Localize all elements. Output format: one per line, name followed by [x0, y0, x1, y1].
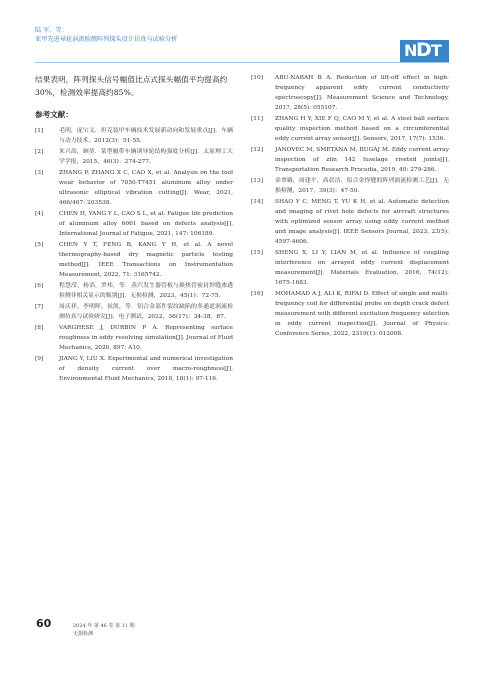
reference-text: ABU-NABAH B A. Reduction of lift-off effect in high-frequency apparent eddy current conductivity spectroscopy[J]. Measurement Science and Technology, 2017, 28(5): 055107.: [275, 75, 449, 111]
reference-number: [6]: [35, 283, 44, 289]
reference-item: [251, 197, 449, 247]
reference-item: [35, 168, 233, 208]
reference-item: [251, 73, 449, 113]
reference-text: JIANG Y, LIU X. Experimental and numerical investigation of density current over macro-roughness[J]. Environmental Fluid Mechanics, 2018, 18(1): 97-116.: [59, 356, 233, 382]
reference-item: [35, 323, 233, 353]
reference-item: [251, 289, 449, 339]
header-title: 亚甲先进导轮涡流检测阵列探头设计仿真与试验分析: [35, 36, 178, 43]
reference-number: [15]: [251, 250, 263, 256]
reference-text: 毛明，庞宝义．坦克装甲车辆技术发展新动向和发展重点[J]．车辆与动力技术，2012(3)：51-55.: [59, 128, 233, 144]
reference-text: 朱兴高，顾堃．某型履带车辆诱导轮结构强度分析[J]．太原理工大学学报，2015，46(3)：274-277.: [59, 149, 233, 165]
reference-item: [251, 114, 449, 144]
reference-number: [8]: [35, 325, 44, 331]
reference-text: SHAO Y C, MENG T, YU K H, et al. Automatic detection and imaging of rivet hole defects for aircraft structures with optimized sensor array using eddy current method and image analysis[J]. IEEE Sensors Journal, 2023, 23(5): 4597-4606.: [275, 199, 449, 245]
reference-number: [3]: [35, 170, 44, 176]
reference-text: JANOVEC M, SMETANA M, BUGAJ M. Eddy current array inspection of zlin 142 fuselage riveted joints[J]. Transportation Research Procedia, 2019, 40: 279-286.: [275, 147, 449, 173]
header-divider: [35, 62, 449, 63]
reference-number: [16]: [251, 291, 263, 297]
reference-number: [4]: [35, 211, 44, 217]
reference-text: 周庆祥，李明晖，侯凯，等．铝合金部件裂纹缺陷的多通道涡流检测仿真与试验研究[J]．电子测试，2022，36(17)：34-38，87.: [59, 304, 233, 320]
logo-letter-t: T: [431, 41, 442, 60]
reference-list-left: [35, 126, 233, 384]
right-column: [251, 73, 449, 340]
reference-item: [35, 302, 233, 322]
references-heading: 参考文献：: [35, 110, 73, 119]
reference-item: [35, 354, 233, 384]
reference-number: [13]: [251, 178, 263, 184]
reference-item: [251, 176, 449, 196]
reference-number: [1]: [35, 128, 44, 134]
reference-text: 程慧滢，杨滔，罗炜，等．蒸汽发生器管板与换热管密封焊缝渗透检测非相关显示的甄别[J]．无损检测，2023，45(1)：72-75.: [59, 283, 233, 299]
reference-number: [5]: [35, 242, 44, 248]
reference-item: [251, 145, 449, 175]
reference-item: [35, 126, 233, 146]
reference-list-right: [251, 73, 449, 339]
reference-text: CHEN Y T, FENG B, KANG Y H, et al. A novel thermography-based dry magnetic particle testing method[J]. IEEE Transactions on Instrumentation Measurement, 2022, 71: 3165742.: [59, 242, 233, 278]
reference-number: [9]: [35, 356, 44, 362]
footer-info: [73, 622, 135, 638]
logo-letter-n: N: [404, 41, 418, 60]
page-number: 60: [36, 617, 52, 630]
reference-number: [14]: [251, 199, 263, 205]
intro-paragraph: 结果表明，阵列探头信号幅值比点式探头幅值平均提高约30%，检测效率提高约85%。: [35, 75, 228, 97]
reference-text: MOHAMAD A J, ALI K, RIFAI D. Effect of single and multi-frequency coil for differential probe on depth crack defect measurement with different excitation frequency selection in eddy current inspection[J]. Journal of Physics: Conference Series, 2022, 2319(1): 012008.: [275, 291, 449, 337]
reference-item: [35, 240, 233, 280]
reference-text: ZHANG P, ZHANG X C, CAO X, et al. Analysis on the tool wear behavior of 7050-T7451 aluminum alloy under ultrasonic elliptical vibration cutting[J]. Wear, 2021, 466/467: 203538.: [59, 170, 233, 206]
footer-issue: 2024 年 第 46 卷 第 11 期: [73, 623, 135, 629]
reference-number: [11]: [251, 116, 263, 122]
logo-letter-d: D: [416, 39, 432, 61]
running-header: [35, 26, 177, 44]
reference-number: [12]: [251, 147, 263, 153]
reference-number: [10]: [251, 75, 263, 81]
reference-number: [2]: [35, 149, 44, 155]
reference-text: SHENG X, LI Y, LIAN M, et al. Influence of coupling interference on arrayed eddy current displacement measurement[J]. Materials Evaluation, 2016, 74(12): 1675-1683.: [275, 250, 449, 286]
reference-text: 金翠娥，周建平，高晨洁．铝合金焊缝的阵列涡流检测工艺[J]．无损检测，2017，39(3)：47-50.: [275, 178, 449, 194]
footer-journal: 无损检测: [73, 631, 94, 637]
header-authors: 陆 军，等：: [35, 27, 68, 34]
ndt-logo: [400, 40, 449, 62]
reference-number: [7]: [35, 304, 44, 310]
left-column: [35, 73, 233, 385]
reference-item: [251, 248, 449, 288]
reference-item: [35, 147, 233, 167]
reference-item: [35, 209, 233, 239]
reference-text: VARGHESE J, DURBIN P A. Representing surface roughness in eddy resolving simulation[J]. Journal of Fluid Mechanics, 2020, 897: A10.: [59, 325, 233, 351]
reference-text: CHEN H, YANG Y L, CAO S L, et al. Fatigue life prediction of aluminum alloy 6061 based on defects analysis[J]. International Journal of Fatigue, 2021, 147: 106189.: [59, 211, 233, 237]
reference-text: ZHANG H Y, XIE F Q, CAO M Y, et al. A steel ball surface quality inspection method based on a circumferential eddy current array sensor[J]. Sensors, 2017, 17(7): 1536.: [275, 116, 449, 142]
reference-item: [35, 281, 233, 301]
